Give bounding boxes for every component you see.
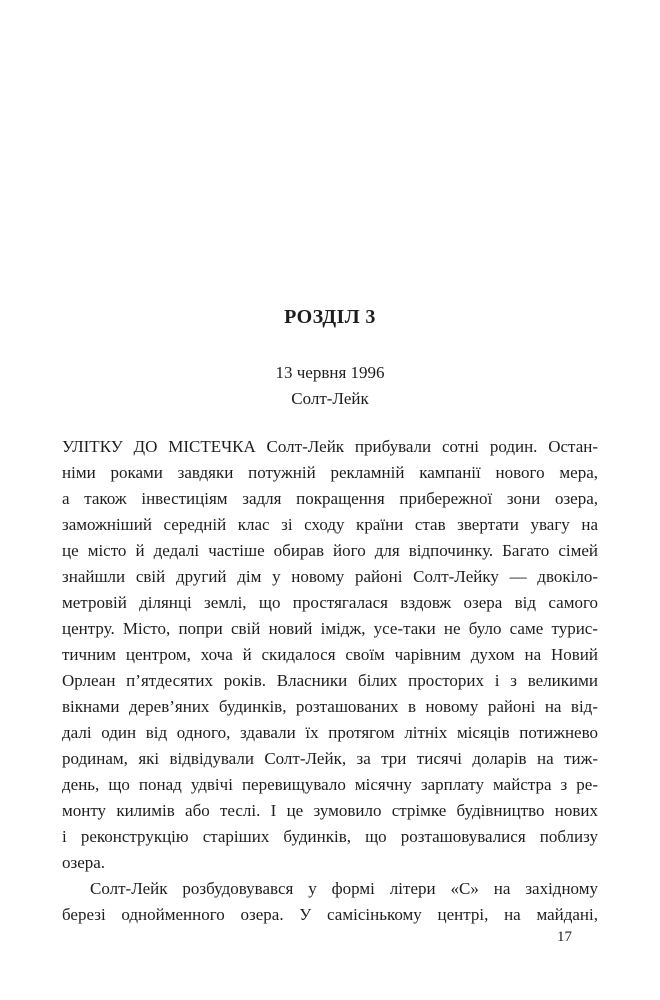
text-line: метровій ділянці землі, що простягалася вздовж озера від самого — [62, 593, 598, 612]
page-content — [0, 306, 660, 928]
text-line: монту килимів або теслі. І це зумовило стрімке будівництво нових — [62, 801, 598, 820]
text-line: Орлеан п’ятдесятих років. Власники білих просторих і з великими — [62, 671, 598, 690]
text-line: а також інвестиціям задля покращення прибережної зони озера, — [62, 489, 598, 508]
text-line: Солт-Лейк розбудовувався у формі літери «С» на західному — [90, 879, 598, 898]
text-line: УЛІТКУ ДО МІСТЕЧКА Солт-Лейк прибували сотні родин. Остан- — [62, 437, 598, 456]
text-line: озера. — [62, 853, 106, 872]
text-line: далі один від одного, здавали їх протягом літніх місяців потижнево — [62, 723, 598, 742]
page-number: 17 — [557, 929, 572, 945]
text-line: тичним центром, хоча й скидалося своїм чарівним духом на Новий — [62, 645, 598, 664]
text-line: родинам, які відвідували Солт-Лейк, за три тисячі доларів на тиж- — [62, 749, 598, 768]
chapter-date: 13 червня 1996 — [275, 363, 385, 382]
chapter-location: Солт-Лейк — [291, 389, 369, 408]
text-line: знайшли свій другий дім у новому районі Солт-Лейку — двокіло- — [62, 567, 598, 586]
text-line: центру. Місто, попри свій новий імідж, усе-таки не було саме турис- — [62, 619, 598, 638]
text-line: заможніший середній клас зі сходу країни став звертати увагу на — [62, 515, 598, 534]
text-line: день, що понад удвічі перевищувало місячну зарплату майстра з ре- — [62, 775, 598, 794]
text-line: німи роками завдяки потужній рекламній кампанії нового мера, — [62, 463, 598, 482]
text-line: і реконструкцію старіших будинків, що розташовувалися поблизу — [62, 827, 598, 846]
chapter-heading: РОЗДІЛ 3 — [284, 306, 376, 328]
text-line: вікнами дерев’яних будинків, розташованих в новому районі на від- — [62, 697, 598, 716]
text-line: березі однойменного озера. У самісінькому центрі, на майдані, — [62, 905, 598, 924]
body-text — [62, 434, 598, 928]
text-line: це місто й дедалі частіше обирав його для відпочинку. Багато сімей — [62, 541, 598, 560]
